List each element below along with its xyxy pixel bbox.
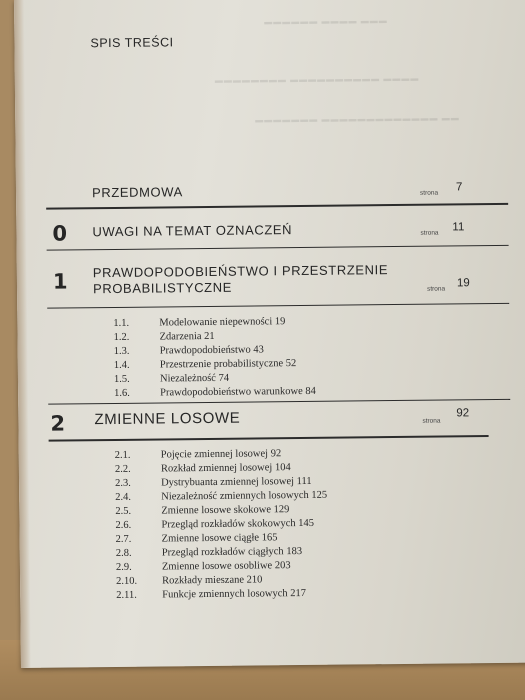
book-page xyxy=(14,0,525,668)
chapter-number: 2 xyxy=(50,411,66,436)
divider xyxy=(49,435,489,442)
section-title: Modelowanie niepewności xyxy=(159,316,273,329)
section-title: Pojęcie zmiennej losowej xyxy=(160,448,269,461)
section-page: 145 xyxy=(298,517,315,530)
section-title: Funkcje zmiennych losowych xyxy=(162,588,288,601)
section-row xyxy=(115,490,327,503)
section-row xyxy=(115,448,282,461)
section-number: 2.4. xyxy=(115,491,132,503)
section-row xyxy=(116,574,262,587)
section-number: 2.7. xyxy=(115,533,132,545)
section-row xyxy=(114,386,316,399)
section-title: Niezależność zmiennych losowych xyxy=(161,489,309,503)
section-number: 2.8. xyxy=(115,547,132,559)
section-number: 1.4. xyxy=(113,359,130,371)
section-row xyxy=(113,316,285,329)
preface-page: 7 xyxy=(455,181,463,194)
chapter-title: UWAGI NA TEMAT OZNACZEŃ xyxy=(92,222,293,240)
chapter-page: 19 xyxy=(456,277,470,290)
section-row xyxy=(115,518,314,531)
section-title: Zdarzenia xyxy=(159,331,202,343)
section-page: 19 xyxy=(274,316,286,328)
section-row xyxy=(115,476,312,489)
section-number: 1.5. xyxy=(113,373,130,385)
section-number: 1.2. xyxy=(113,331,130,343)
show-through-text: ▬▬▬▬▬▬ ▬▬▬▬ ▬▬▬ xyxy=(264,16,388,27)
chapter-number: 1 xyxy=(52,269,68,294)
section-page: 217 xyxy=(290,587,307,600)
section-number: 1.3. xyxy=(113,345,130,357)
section-row xyxy=(116,588,306,601)
divider xyxy=(47,303,509,309)
section-number: 2.5. xyxy=(115,505,132,517)
divider xyxy=(48,399,510,405)
section-page: 129 xyxy=(273,504,290,516)
chapter-title-line: PRAWDOPODOBIEŃSTWO I PRZESTRZENIE xyxy=(92,262,389,281)
section-title: Niezależność xyxy=(159,372,216,385)
section-row xyxy=(114,344,264,357)
page-label: strona xyxy=(420,189,439,197)
section-title: Przegląd rozkładów skokowych xyxy=(161,518,296,531)
page-title: SPIS TREŚCI xyxy=(90,35,174,51)
section-page: 52 xyxy=(285,358,297,370)
section-page: 43 xyxy=(253,344,264,356)
divider xyxy=(46,203,508,210)
section-page: 210 xyxy=(246,574,263,586)
section-title: Zmienne losowe osobliwe xyxy=(161,560,273,573)
section-page: 74 xyxy=(218,372,230,384)
page-label: strona xyxy=(427,285,446,293)
show-through-text: ▬▬▬▬▬▬▬ ▬▬▬▬▬▬▬▬▬▬▬▬▬ ▬▬ xyxy=(255,113,460,125)
section-row xyxy=(116,546,302,559)
section-page: 125 xyxy=(311,489,328,501)
section-page: 111 xyxy=(296,475,312,488)
section-title: Zmienne losowe skokowe xyxy=(161,504,272,517)
section-number: 1.6. xyxy=(114,387,130,399)
section-title: Rozkład zmiennej losowej xyxy=(160,462,273,475)
section-title: Prawdopodobieństwo xyxy=(159,344,251,357)
section-page: 183 xyxy=(286,546,303,558)
section-row xyxy=(116,560,291,573)
section-number: 2.6. xyxy=(115,519,132,531)
section-number: 2.11. xyxy=(116,589,137,601)
section-page: 203 xyxy=(274,560,291,572)
section-number: 2.1. xyxy=(114,449,131,461)
section-title: Przegląd rozkładów ciągłych xyxy=(161,546,284,559)
preface-title: PRZEDMOWA xyxy=(91,184,183,201)
section-page: 21 xyxy=(204,330,215,343)
section-row xyxy=(116,532,278,545)
section-page: 104 xyxy=(274,462,291,474)
divider xyxy=(47,245,509,251)
chapter-title-line: PROBABILISTYCZNE xyxy=(92,279,233,297)
section-title: Zmienne losowe ciągłe xyxy=(161,532,260,545)
section-page: 92 xyxy=(270,448,282,460)
section-number: 2.10. xyxy=(116,575,138,587)
chapter-title: ZMIENNE LOSOWE xyxy=(94,409,241,429)
section-page: 84 xyxy=(305,385,316,397)
section-title: Dystrybuanta zmiennej losowej xyxy=(161,476,295,489)
page-label: strona xyxy=(422,417,441,425)
chapter-page: 11 xyxy=(452,221,465,234)
section-number: 2.3. xyxy=(115,477,131,489)
section-title: Rozkłady mieszane xyxy=(162,574,245,587)
chapter-page: 92 xyxy=(456,407,470,420)
section-row xyxy=(114,373,229,385)
chapter-number: 0 xyxy=(52,221,68,246)
section-title: Prawdopodobieństwo warunkowe xyxy=(160,385,303,399)
section-number: 2.9. xyxy=(115,561,132,573)
section-row xyxy=(115,504,289,517)
page-binding xyxy=(14,0,31,668)
show-through-text: ▬▬▬▬▬▬▬▬ ▬▬▬▬▬▬▬▬▬▬ ▬▬▬▬ xyxy=(214,73,420,85)
section-row xyxy=(115,462,291,475)
section-number: 2.2. xyxy=(114,463,131,475)
page-label: strona xyxy=(420,229,439,237)
section-number: 1.1. xyxy=(113,317,130,329)
section-row xyxy=(113,331,214,343)
section-row xyxy=(114,358,297,371)
section-title: Przestrzenie probabilistyczne xyxy=(159,358,284,371)
section-page: 165 xyxy=(261,532,278,544)
